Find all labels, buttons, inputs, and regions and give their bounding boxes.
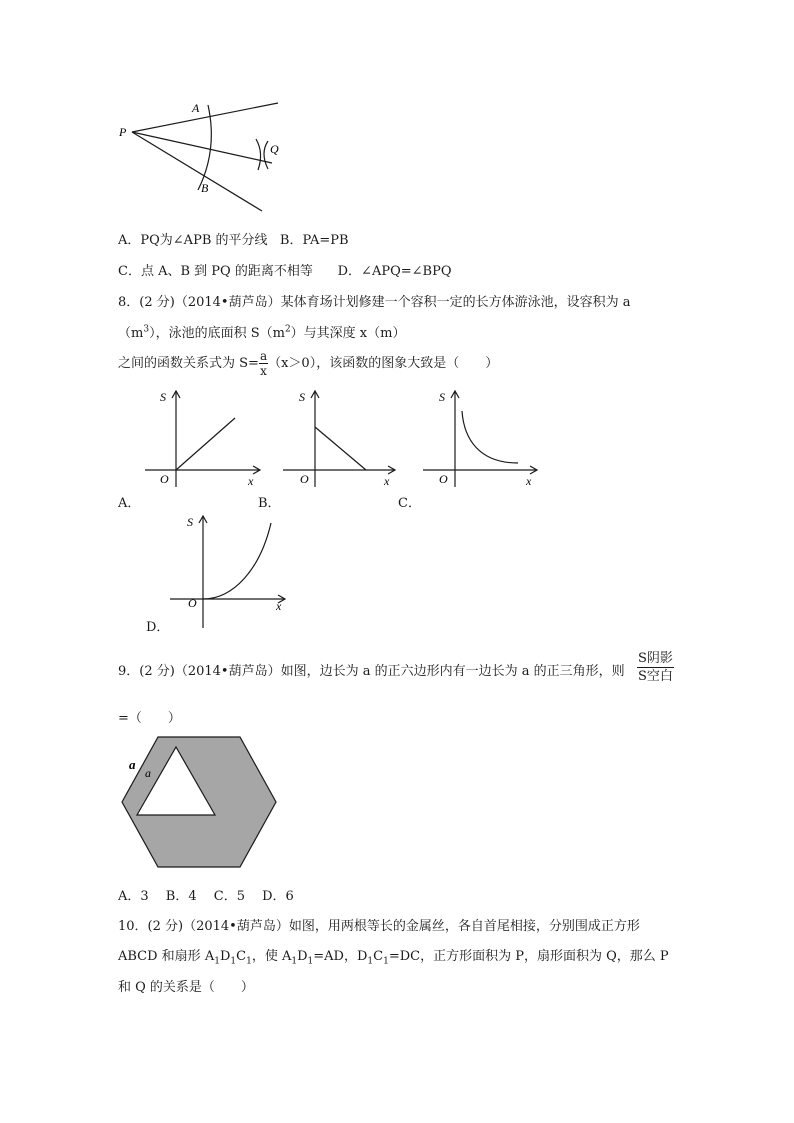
q8-text-b: ），泳池的底面积 S（m (149, 326, 285, 341)
q10-t5: D (297, 949, 308, 964)
graph-d-x-label: x (276, 599, 282, 613)
label-A: A (192, 101, 200, 115)
graph-d-parabola (165, 510, 295, 635)
graph-b-x-label: x (384, 474, 390, 488)
q10-t8: =DC，正方形面积为 P，扇形面积为 Q，那么 P (388, 949, 669, 964)
q10-t1: ABCD 和扇形 A (118, 949, 215, 964)
q10-t4: ，使 A (251, 949, 292, 964)
q10-t2: D (219, 949, 231, 964)
q8-fraction (259, 349, 268, 378)
graph-a-x-label: x (248, 474, 254, 488)
q10-t6: =AD，D (313, 949, 368, 964)
q10-line2 (118, 945, 669, 967)
graph-a-choice: A． (118, 496, 141, 511)
label-a-inner: a (145, 766, 151, 780)
graph-c-hyperbola (420, 385, 550, 490)
q10-s2: 1 (230, 956, 237, 967)
q10-s5: 1 (307, 956, 314, 967)
q9-frac-num: S阴影 (638, 651, 673, 666)
graph-b-s-label: S (299, 390, 305, 404)
q8-line2 (118, 322, 405, 341)
q10-s4: 1 (291, 956, 298, 967)
q10-line3: 和 Q 的关系是（ ） (118, 980, 254, 995)
q8-line1: 8．(2 分)（2014•葫芦岛）某体育场计划修建一个容积一定的长方体游泳池，设容积为 a (118, 295, 631, 310)
graph-d-origin-label: O (188, 596, 197, 610)
graph-b-decreasing-line (280, 385, 410, 490)
q9-fraction (637, 650, 674, 685)
q7-choice-b: B．PA=PB (279, 233, 349, 248)
q8-frac-num: a (259, 349, 268, 363)
q7-choices-row2 (118, 260, 451, 279)
q9-choices: A．3 B．4 C．5 D．6 (118, 889, 294, 904)
graph-a-origin-label: O (160, 472, 169, 486)
q9-frac-den: S空白 (638, 669, 673, 684)
q8-line3 (118, 349, 498, 378)
graph-c-x-label: x (526, 474, 532, 488)
q8-sup-3: 3 (143, 324, 150, 335)
angle-bisector-figure (110, 95, 300, 220)
label-B: B (201, 181, 209, 195)
q10-s3: 1 (246, 956, 252, 967)
q10-s7: 1 (383, 956, 389, 967)
q10-line1: 10．(2 分)（2014•葫芦岛）如图，用两根等长的金属丝，各自首尾相接，分别围成正方形 (118, 919, 640, 934)
graph-a-s-label: S (160, 390, 166, 404)
q8-frac-den: x (260, 364, 267, 378)
q7-choice-c: C．点 A、B 到 PQ 的距离不相等 (118, 264, 313, 279)
q10-s1: 1 (214, 956, 220, 967)
q7-choice-d: D．∠APQ=∠BPQ (337, 264, 452, 279)
label-P: P (119, 125, 127, 139)
q7-choices-row1 (118, 229, 349, 248)
q8-text-c: ）与其深度 x（m） (290, 326, 406, 341)
graph-a-linear (140, 385, 270, 490)
label-Q: Q (270, 142, 279, 156)
graph-c-origin-label: O (439, 472, 448, 486)
hexagon-triangle-figure (115, 733, 285, 873)
graph-c-choice: C． (398, 496, 421, 511)
q10-t7: C (373, 949, 384, 964)
q8-formula-suffix: （x＞0），该函数的图象大致是（ ） (268, 356, 499, 371)
q9-line2: =（ ） (118, 711, 181, 726)
label-a-outer: a (129, 757, 136, 772)
q8-text-a: （m (118, 326, 144, 341)
graph-b-choice: B． (258, 496, 281, 511)
q10-s6: 1 (367, 956, 374, 967)
graph-b-origin-label: O (300, 472, 309, 486)
graph-c-s-label: S (439, 390, 445, 404)
q9-line1: 9．(2 分)（2014•葫芦岛）如图，边长为 a 的正六边形内有一边长为 a 的正三角形，则 (118, 664, 625, 679)
q8-sup-2: 2 (284, 324, 291, 335)
q8-formula-prefix: 之间的函数关系式为 S= (118, 356, 259, 371)
graph-d-s-label: S (187, 515, 193, 529)
q7-choice-a: A．PQ为∠APB 的平分线 (118, 233, 268, 248)
q10-t3: C (236, 949, 247, 964)
graph-d-choice: D． (146, 620, 170, 635)
